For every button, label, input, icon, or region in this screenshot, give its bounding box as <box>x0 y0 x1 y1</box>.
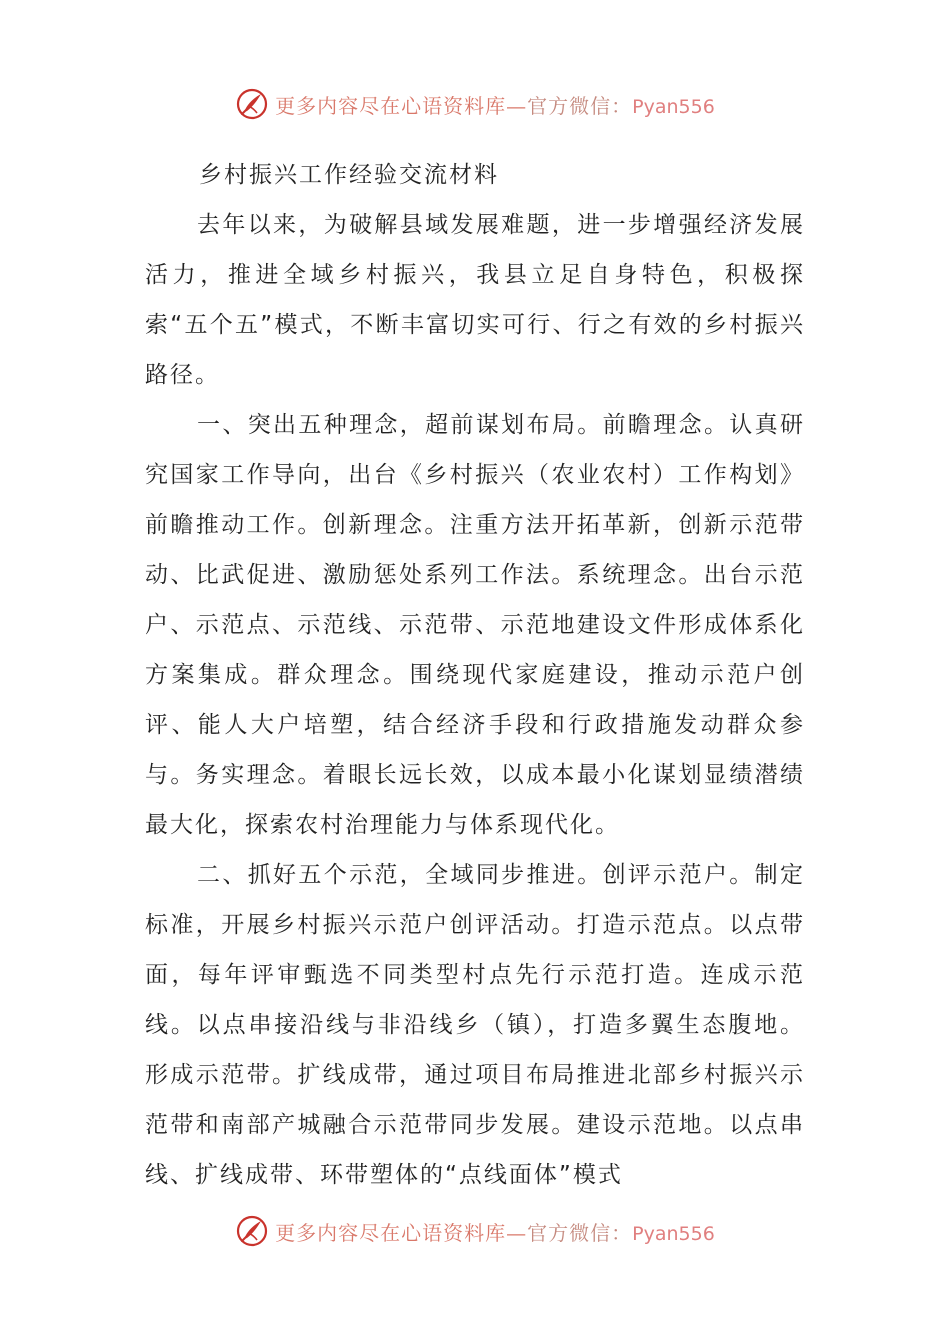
watermark-dash: — <box>506 1220 528 1245</box>
watermark-text <box>275 90 715 119</box>
watermark-wechat-id: Pyan556 <box>632 1222 715 1245</box>
watermark-dash: — <box>506 93 528 118</box>
watermark-wechat-id: Pyan556 <box>632 95 715 118</box>
watermark-header <box>0 84 950 124</box>
document-title: 乡村振兴工作经验交流材料 <box>199 162 499 188</box>
pen-brush-logo-icon <box>235 87 269 121</box>
paragraph-section-one: 一、突出五种理念，超前谋划布局。前瞻理念。认真研究国家工作导向，出台《乡村振兴（农业农村）工作构划》前瞻推动工作。创新理念。注重方法开拓革新，创新示范带动、比武促进、激励惩处系列工作法。系统理念。出台示范户、示范点、示范线、示范带、示范地建设文件形成体系化方案集成。群众理念。围绕现代家庭建设，推动示范户创评、能人大户培塑，结合经济手段和行政措施发动群众参与。务实理念。着眼长远长效，以成本最小化谋划显绩潜绩最大化，探索农村治理能力与体系现代化。 <box>145 412 805 838</box>
watermark-footer <box>0 1211 950 1251</box>
paragraph-section-two: 二、抓好五个示范，全域同步推进。创评示范户。制定标准，开展乡村振兴示范户创评活动。打造示范点。以点带面，每年评审甄选不同类型村点先行示范打造。连成示范线。以点串接沿线与非沿线乡（镇），打造多翼生态腹地。形成示范带。扩线成带，通过项目布局推进北部乡村振兴示范带和南部产城融合示范带同步发展。建设示范地。以点串线、扩线成带、环带塑体的“点线面体”模式 <box>145 862 805 1188</box>
watermark-text <box>275 1217 715 1246</box>
paragraph-intro: 去年以来，为破解县域发展难题，进一步增强经济发展活力，推进全域乡村振兴，我县立足自身特色，积极探索“五个五”模式，不断丰富切实可行、行之有效的乡村振兴路径。 <box>145 212 805 388</box>
watermark-site-text: 更多内容尽在心语资料库 <box>275 1220 507 1245</box>
document-body <box>145 150 805 1200</box>
watermark-site-text: 更多内容尽在心语资料库 <box>275 93 507 118</box>
watermark-wechat-label: 官方微信： <box>527 93 633 118</box>
watermark-wechat-label: 官方微信： <box>527 1220 633 1245</box>
pen-brush-logo-icon <box>235 1214 269 1248</box>
